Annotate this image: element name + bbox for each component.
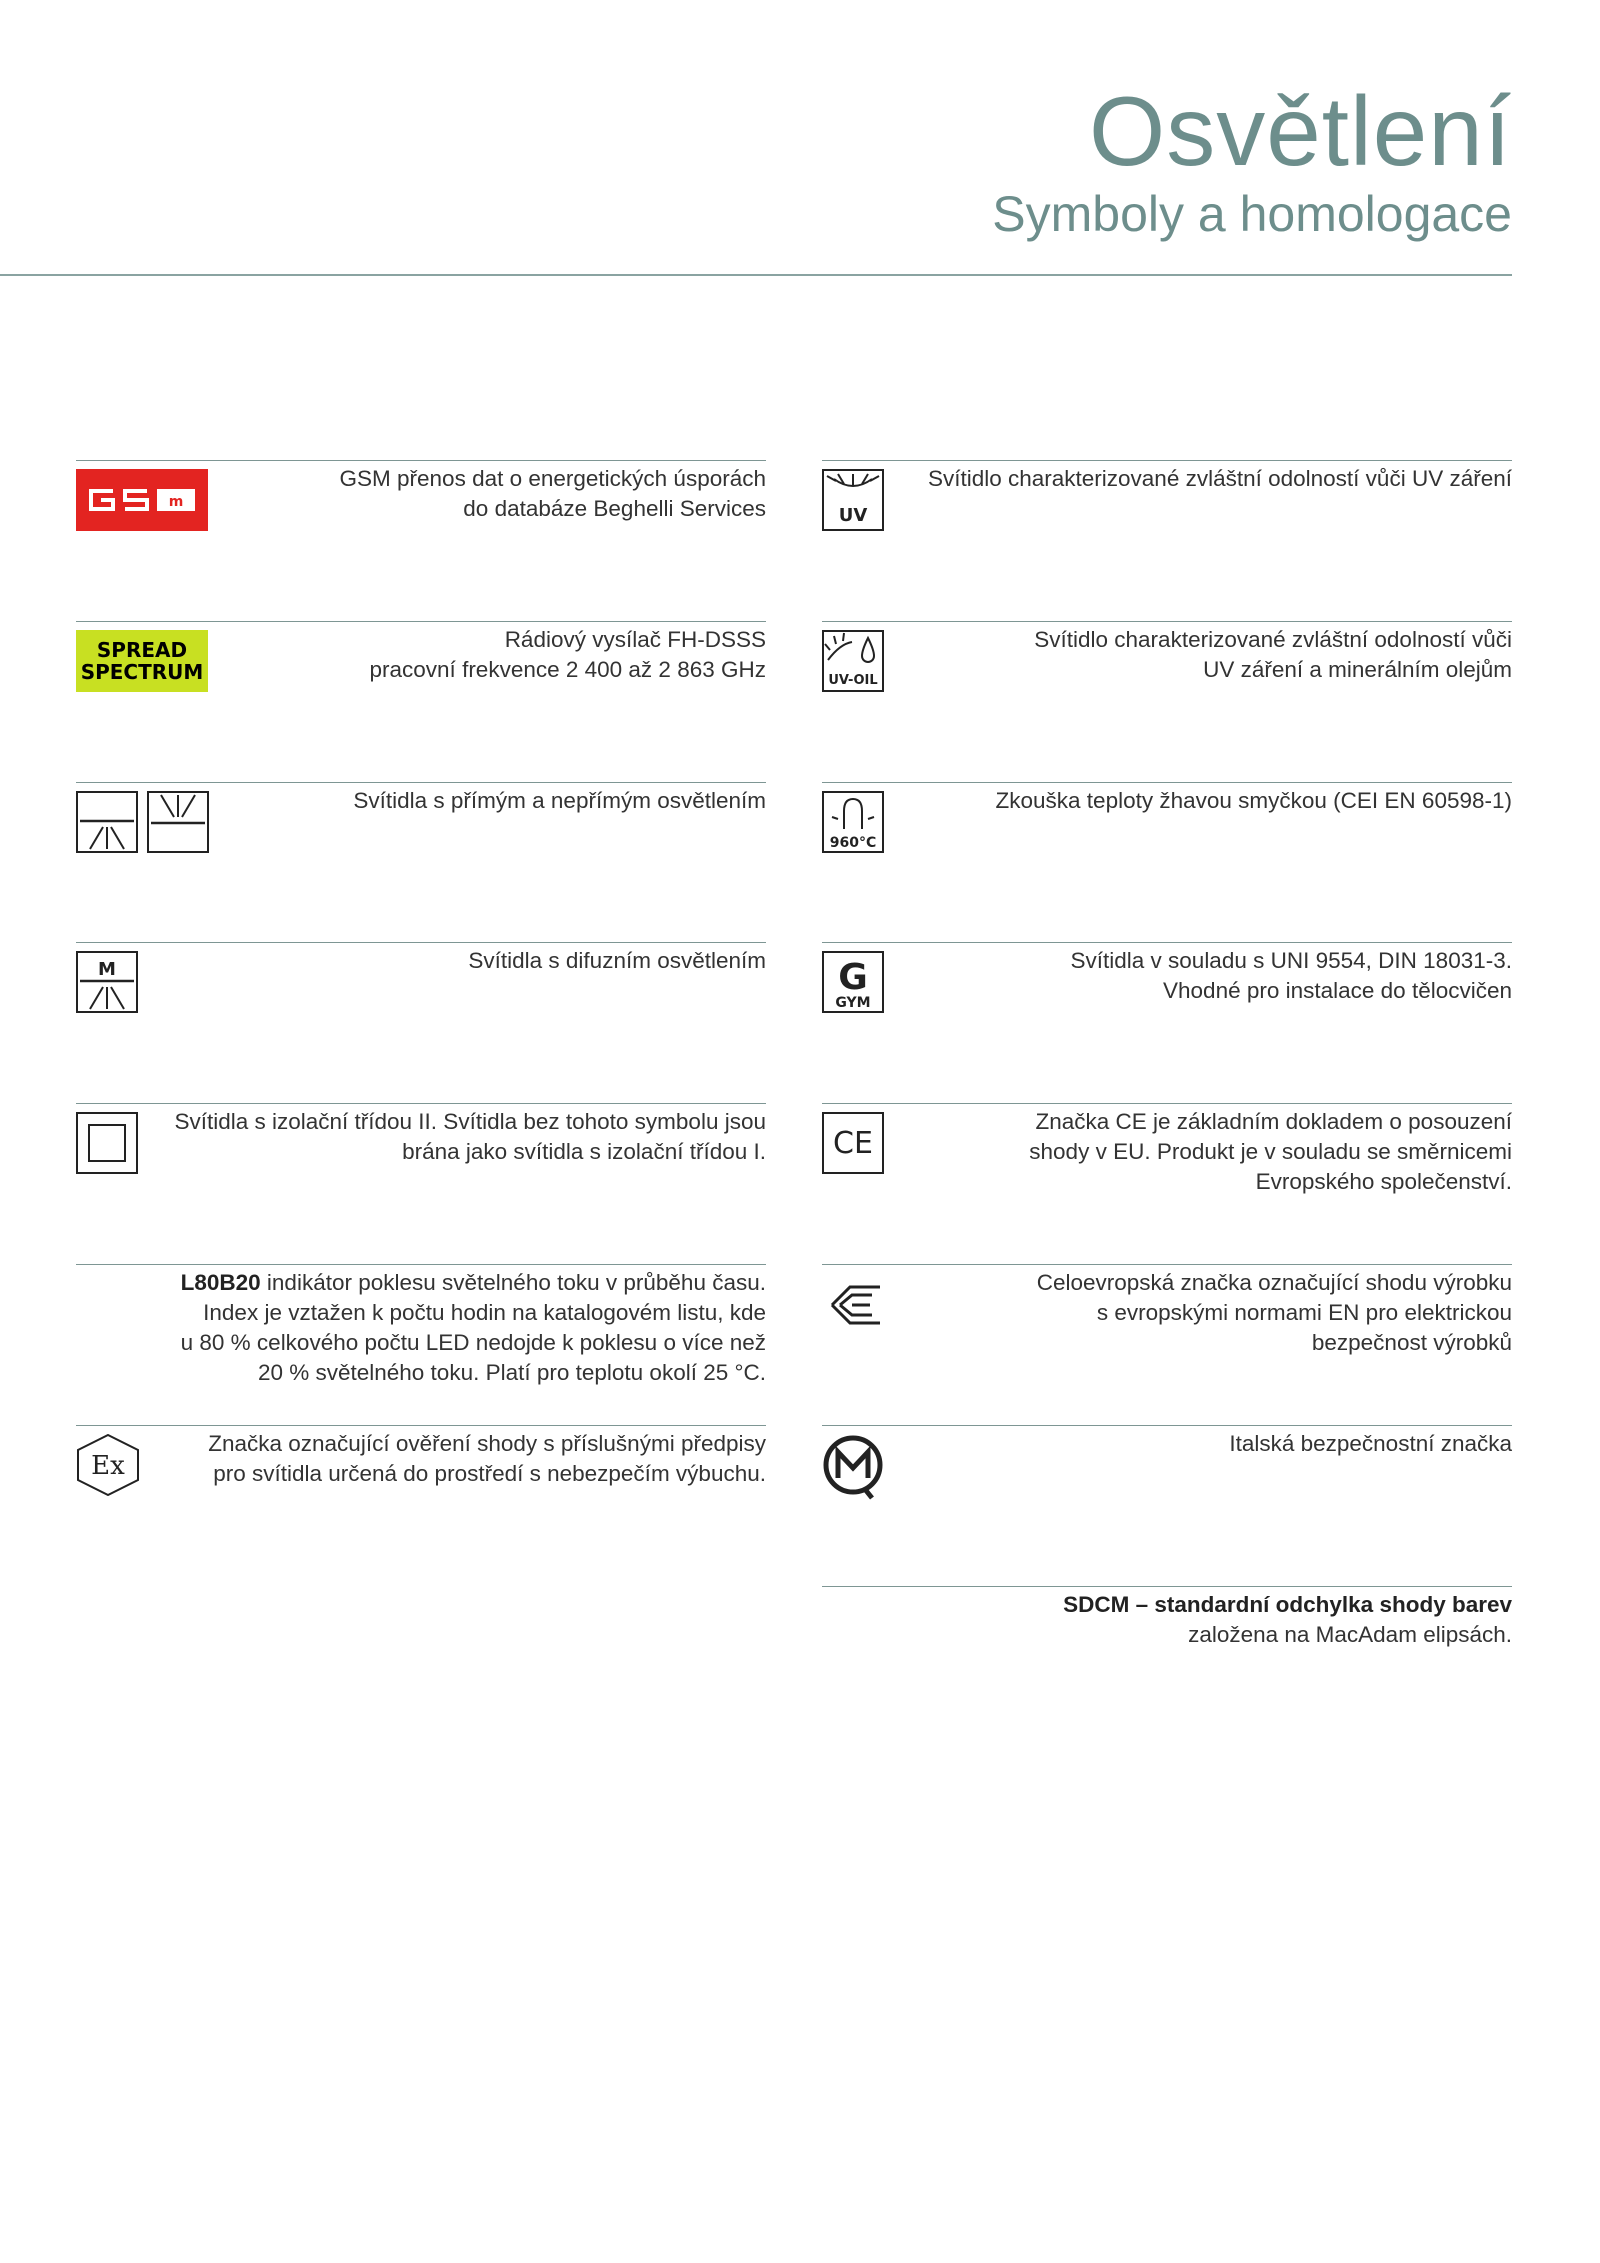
entry-description: GSM přenos dat o energetických úsporách do databáze Beghelli Services xyxy=(339,466,766,521)
page-header xyxy=(992,76,1512,242)
svg-text:960°C: 960°C xyxy=(829,835,877,851)
entry-description: Zkouška teploty žhavou smyčkou (CEI EN 60598-1) xyxy=(995,788,1512,813)
entry-description: Italská bezpečnostní značka xyxy=(1229,1431,1512,1456)
spread-spectrum-icon: SPREAD SPECTRUM xyxy=(76,630,208,692)
header-divider xyxy=(0,274,1512,276)
entry-glow-wire xyxy=(822,782,1512,883)
gym-icon xyxy=(822,951,884,1018)
enec-mark-icon xyxy=(822,1273,884,1340)
entry-ce xyxy=(822,1103,1512,1204)
entry-description: Značka CE je základním dokladem o posouzení shody v EU. Produkt je v souladu se směrnicemi Evropského společenství. xyxy=(1029,1109,1512,1194)
svg-text:CE: CE xyxy=(833,1126,873,1161)
entry-description: Svítidla s přímým a nepřímým osvětlením xyxy=(353,788,766,813)
entry-diffuse xyxy=(76,942,766,1043)
glow-wire-icon xyxy=(822,791,884,858)
entry-description: Značka označující ověření shody s příslušnými předpisy pro svítidla určená do prostředí s nebezpečím výbuchu. xyxy=(208,1431,766,1486)
ex-explosion-icon xyxy=(76,1434,140,1501)
entry-description: Svítidla v souladu s UNI 9554, DIN 18031-3. Vhodné pro instalace do tělocvičen xyxy=(1070,948,1512,1003)
sdcm-heading: SDCM – standardní odchylka shody barev xyxy=(1063,1592,1512,1617)
svg-text:UV-OIL: UV-OIL xyxy=(828,673,878,688)
ce-mark-icon xyxy=(822,1112,884,1179)
uv-resistance-icon xyxy=(822,469,884,536)
entry-description: SDCM – standardní odchylka shody barev založena na MacAdam elipsách. xyxy=(1063,1592,1512,1647)
diffuse-lighting-icon xyxy=(76,951,138,1018)
imq-mark-icon xyxy=(822,1434,884,1505)
entry-enec xyxy=(822,1264,1512,1365)
svg-text:UV: UV xyxy=(838,505,868,526)
direct-indirect-lighting-icon xyxy=(76,791,210,858)
entry-uv-oil xyxy=(822,621,1512,722)
entry-description: Svítidlo charakterizované zvláštní odolností vůči UV záření a minerálním olejům xyxy=(1034,627,1512,682)
entry-description: Svítidlo charakterizované zvláštní odolností vůči UV záření xyxy=(927,466,1512,491)
entry-spread-spectrum xyxy=(76,621,766,722)
entry-description: Celoevropská značka označující shodu výrobku s evropskými normami EN pro elektrickou bezpečnost výrobků xyxy=(1036,1270,1512,1355)
entry-gym xyxy=(822,942,1512,1043)
svg-text:GYM: GYM xyxy=(835,995,871,1011)
page-title: Osvětlení xyxy=(1089,76,1512,186)
entry-gsm xyxy=(76,460,766,561)
page-subtitle: Symboly a homologace xyxy=(992,185,1512,242)
l80b20-code: L80B20 xyxy=(180,1270,261,1295)
entry-description: Svítidla s difuzním osvětlením xyxy=(468,948,766,973)
svg-text:m: m xyxy=(168,494,184,510)
entry-description: Svítidla s izolační třídou II. Svítidla bez tohoto symbolu jsou brána jako svítidla s izolační třídou I. xyxy=(174,1109,766,1164)
entry-l80b20 xyxy=(76,1264,766,1395)
svg-text:M: M xyxy=(98,959,116,980)
entry-uv xyxy=(822,460,1512,561)
entry-imq xyxy=(822,1425,1512,1526)
entry-direct-indirect xyxy=(76,782,766,883)
gsm-logo-icon xyxy=(76,469,208,531)
entry-ex xyxy=(76,1425,766,1526)
svg-text:G: G xyxy=(838,957,868,998)
uv-oil-resistance-icon xyxy=(822,630,884,697)
entry-description: L80B20 indikátor poklesu světelného toku v průběhu času. Index je vztažen k počtu hodin na katalogovém listu, kde u 80 % celkového počtu LED nedojde k poklesu o více než 20 % světelného toku. Platí pro teplotu okolí 25 °C. xyxy=(180,1270,766,1385)
entry-class-ii xyxy=(76,1103,766,1204)
insulation-class-ii-icon xyxy=(76,1112,138,1179)
svg-text:Ex: Ex xyxy=(91,1451,125,1481)
entry-sdcm xyxy=(822,1586,1512,1667)
entry-description: Rádiový vysílač FH-DSSS pracovní frekvence 2 400 až 2 863 GHz xyxy=(369,627,766,682)
